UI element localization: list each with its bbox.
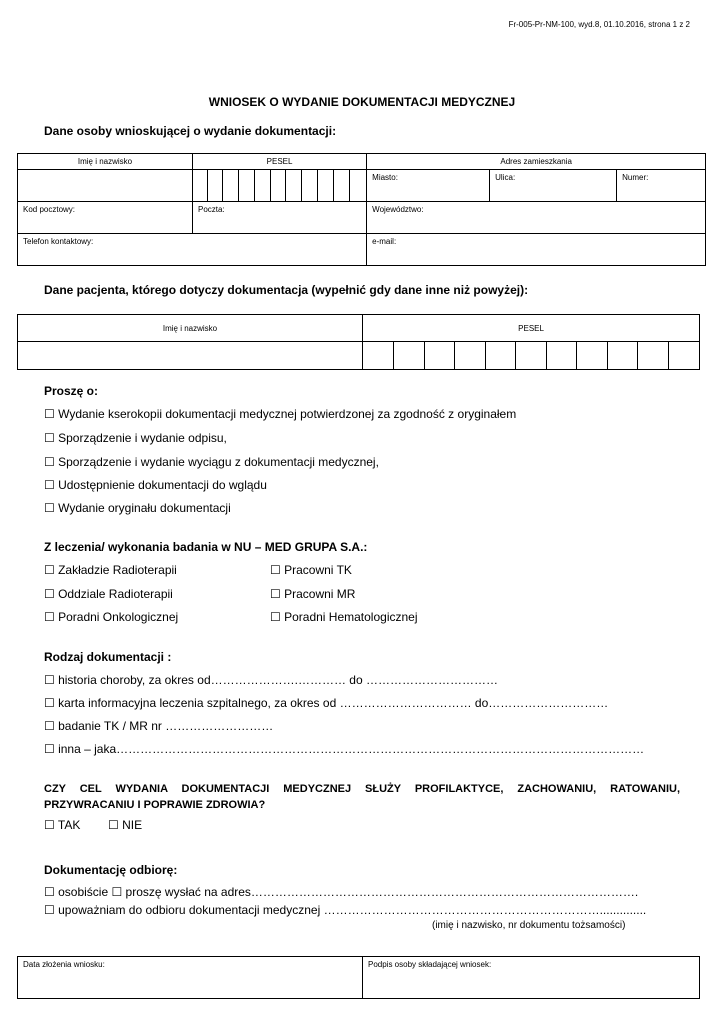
phone-field[interactable] bbox=[18, 234, 367, 266]
patient-name-field[interactable] bbox=[18, 342, 363, 370]
city-label: Miasto: bbox=[372, 173, 398, 182]
applicant-address-header: Adres zamieszkania bbox=[367, 154, 706, 170]
post-office-label: Poczta: bbox=[198, 205, 225, 214]
applicant-pesel-digit[interactable] bbox=[334, 170, 350, 202]
signature-label: Podpis osoby składającej wniosek: bbox=[368, 960, 492, 969]
applicant-pesel-digit[interactable] bbox=[193, 170, 208, 202]
street-field[interactable] bbox=[490, 170, 617, 202]
post-office-field[interactable] bbox=[193, 202, 367, 234]
email-field[interactable] bbox=[367, 234, 706, 266]
submission-date-field[interactable] bbox=[18, 957, 363, 999]
signature-field[interactable] bbox=[363, 957, 700, 999]
applicant-pesel-header: PESEL bbox=[193, 154, 367, 170]
voivodeship-field[interactable] bbox=[367, 202, 706, 234]
postal-code-field[interactable] bbox=[18, 202, 193, 234]
applicant-pesel-digit[interactable] bbox=[239, 170, 255, 202]
applicant-heading: Dane osoby wnioskującej o wydanie dokumentacji: bbox=[44, 124, 337, 138]
street-label: Ulica: bbox=[495, 173, 516, 182]
applicant-pesel-digit[interactable] bbox=[302, 170, 318, 202]
treatment-option-ct-lab[interactable]: ☐ Pracowni TK bbox=[270, 563, 352, 577]
treatment-option-hematology-clinic[interactable]: ☐ Poradni Hematologicznej bbox=[270, 610, 418, 624]
patient-pesel-digit[interactable] bbox=[638, 342, 669, 370]
number-label: Numer: bbox=[622, 173, 649, 182]
treatment-option-oncology-clinic[interactable]: ☐ Poradni Onkologicznej bbox=[44, 610, 179, 624]
receipt-heading: Dokumentację odbiorę: bbox=[44, 863, 178, 877]
doc-type-hospital-card[interactable]: ☐ karta informacyjna leczenia szpitalnego, za okres od …………………………… do………………………… bbox=[44, 696, 609, 710]
doc-type-heading: Rodzaj dokumentacji : bbox=[44, 650, 172, 664]
page-title: WNIOSEK O WYDANIE DOKUMENTACJI MEDYCZNEJ bbox=[208, 95, 516, 109]
request-option-certified-copy[interactable]: ☐ Wydanie kserokopii dokumentacji medycznej potwierdzonej za zgodność z oryginałem bbox=[44, 407, 517, 421]
answer-no-checkbox[interactable]: ☐ NIE bbox=[108, 818, 143, 832]
patient-table bbox=[17, 314, 700, 370]
number-field[interactable] bbox=[617, 170, 706, 202]
city-field[interactable] bbox=[367, 170, 490, 202]
patient-heading: Dane pacjenta, którego dotyczy dokumentacja (wypełnić gdy dane inne niż powyżej): bbox=[44, 283, 529, 297]
answer-yes-checkbox[interactable]: ☐ TAK bbox=[44, 818, 81, 832]
patient-pesel-digit[interactable] bbox=[425, 342, 455, 370]
email-label: e-mail: bbox=[372, 237, 397, 246]
patient-pesel-digit[interactable] bbox=[394, 342, 425, 370]
document-reference: Fr-005-Pr-NM-100, wyd.8, 01.10.2016, strona 1 z 2 bbox=[508, 20, 690, 29]
patient-pesel-digit[interactable] bbox=[577, 342, 608, 370]
patient-pesel-digit[interactable] bbox=[363, 342, 394, 370]
applicant-name-header: Imię i nazwisko bbox=[18, 154, 193, 170]
doc-type-medical-history[interactable]: ☐ historia choroby, za okres od………………….………… do …………………………… bbox=[44, 673, 498, 687]
patient-name-header: Imię i nazwisko bbox=[18, 315, 363, 342]
treatment-option-radiotherapy-ward[interactable]: ☐ Oddziale Radioterapii bbox=[44, 587, 173, 601]
patient-pesel-digit[interactable] bbox=[516, 342, 547, 370]
request-option-inspection[interactable]: ☐ Udostępnienie dokumentacji do wglądu bbox=[44, 478, 267, 492]
applicant-table bbox=[17, 153, 706, 266]
health-purpose-question-line1: CZY CEL WYDANIA DOKUMENTACJI MEDYCZNEJ SŁUŻY PROFILAKTYCE, ZACHOWANIU, RATOWANIU, bbox=[44, 783, 680, 795]
request-option-original[interactable]: ☐ Wydanie oryginału dokumentacji bbox=[44, 501, 231, 515]
authorized-person-note: (imię i nazwisko, nr dokumentu tożsamości) bbox=[432, 920, 626, 931]
patient-pesel-digit[interactable] bbox=[608, 342, 638, 370]
applicant-pesel-digit[interactable] bbox=[255, 170, 271, 202]
applicant-name-field[interactable] bbox=[18, 170, 193, 202]
receipt-option-authorized-person[interactable]: ☐ upoważniam do odbioru dokumentacji medycznej …………………………………………………………….............. bbox=[44, 903, 647, 917]
applicant-pesel-digit[interactable] bbox=[318, 170, 334, 202]
patient-pesel-digit[interactable] bbox=[547, 342, 577, 370]
doc-type-other[interactable]: ☐ inna – jaka…………………………………………………………………………………………………………………… bbox=[44, 742, 645, 756]
treatment-option-mr-lab[interactable]: ☐ Pracowni MR bbox=[270, 587, 356, 601]
submission-date-label: Data złożenia wniosku: bbox=[23, 960, 105, 969]
treatment-option-radiotherapy-dept[interactable]: ☐ Zakładzie Radioterapii bbox=[44, 563, 177, 577]
postal-code-label: Kod pocztowy: bbox=[23, 205, 76, 214]
treatment-heading: Z leczenia/ wykonania badania w NU – MED GRUPA S.A.: bbox=[44, 540, 368, 554]
applicant-pesel-digit[interactable] bbox=[223, 170, 239, 202]
patient-pesel-digit[interactable] bbox=[669, 342, 700, 370]
applicant-pesel-digit[interactable] bbox=[286, 170, 302, 202]
health-purpose-question-line2: PRZYWRACANIU I POPRAWIE ZDROWIA? bbox=[44, 799, 266, 811]
request-option-extract[interactable]: ☐ Sporządzenie i wydanie wyciągu z dokumentacji medycznej, bbox=[44, 455, 379, 469]
applicant-pesel-digit[interactable] bbox=[271, 170, 286, 202]
request-option-transcript[interactable]: ☐ Sporządzenie i wydanie odpisu, bbox=[44, 431, 227, 445]
applicant-pesel-digit[interactable] bbox=[208, 170, 223, 202]
request-heading: Proszę o: bbox=[44, 384, 99, 398]
applicant-pesel-digit[interactable] bbox=[350, 170, 367, 202]
footer-table bbox=[17, 956, 700, 999]
patient-pesel-header: PESEL bbox=[363, 315, 700, 342]
doc-type-ct-mr-exam[interactable]: ☐ badanie TK / MR nr ……………………… bbox=[44, 719, 274, 733]
patient-pesel-digit[interactable] bbox=[486, 342, 516, 370]
phone-label: Telefon kontaktowy: bbox=[23, 237, 94, 246]
patient-pesel-digit[interactable] bbox=[455, 342, 486, 370]
receipt-option-personal-or-mail[interactable]: ☐ osobiście ☐ proszę wysłać na adres……………………………………………………………………………………. bbox=[44, 885, 639, 899]
voivodeship-label: Województwo: bbox=[372, 205, 424, 214]
